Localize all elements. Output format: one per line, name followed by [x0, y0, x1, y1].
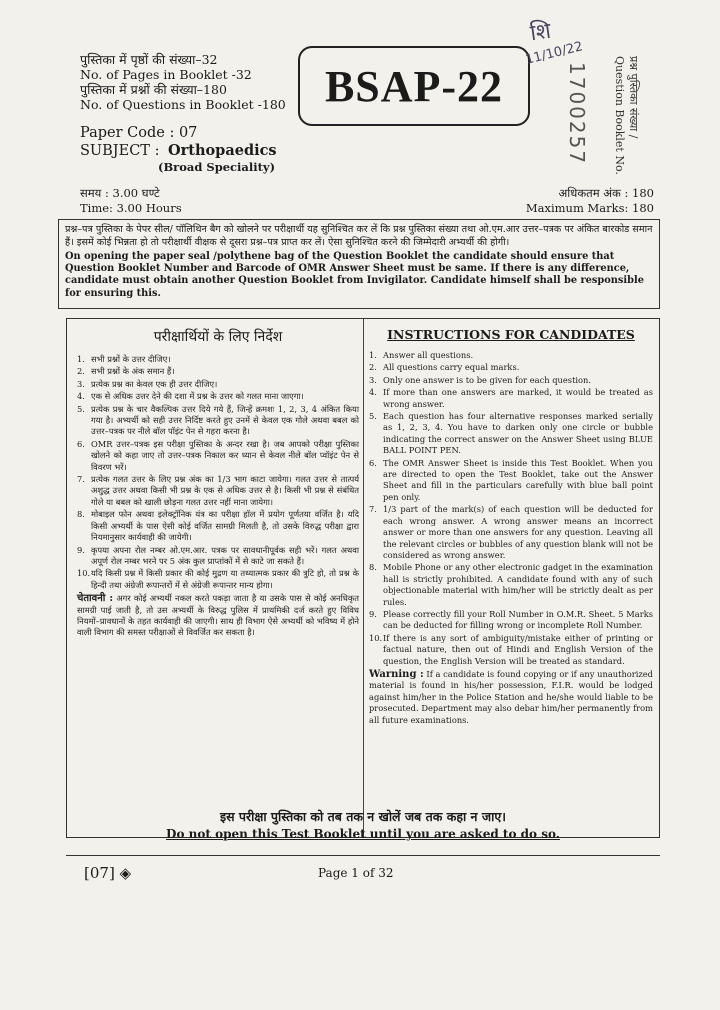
booklet-number-label-en: Question Booklet No. [613, 56, 626, 175]
max-marks-hi: अधिकतम अंक : 180 [558, 186, 654, 200]
page-number: Page 1 of 32 [318, 866, 394, 880]
instruction-en-item [369, 562, 653, 608]
booklet-info [80, 52, 286, 112]
instruction-hi-item-text: OMR उत्तर–पत्रक इस परीक्षा पुस्तिका के अन्दर रखा है। जब आपको परीक्षा पुस्तिका खोलने को कहा जाए तो उत्तर–पत्रक निकाल कर ध्यान से केवल नीले बॉल प्वॉइंट पेन से विवरण भरें। [91, 438, 359, 472]
booklet-code-box: BSAP-22 [298, 46, 530, 126]
instruction-en-item-text: Answer all questions. [383, 350, 474, 360]
instruction-en-item-number: 3. [369, 374, 377, 385]
warning-hindi-text: अगर कोई अभ्यर्थी नकल करते पकड़ा जाता है या उसके पास से कोई अनधिकृत सामग्री पाई जाती है, तो उस अभ्यर्थी के विरुद्ध पुलिस में प्राथमिकी दर्ज करते हुए विविध नियमों–प्रावधानों के तहत कार्यवाही की जाएगी। साथ ही विभाग ऐसे अभ्यर्थी को भविष्य में होने वाली विभाग की समस्त परीक्षाओं से विवर्जित कर सकता है। [77, 593, 359, 638]
instruction-en-item-text: All questions carry equal marks. [383, 362, 520, 373]
footer-paper-code: [07] [84, 864, 115, 882]
instruction-hi-item [77, 568, 359, 591]
instructions-hindi [77, 327, 359, 639]
instruction-hi-item-text: एक से अधिक उत्तर देने की दशा में प्रश्न के उत्तर को गलत माना जाएगा। [91, 391, 304, 402]
instruction-hi-item-text: प्रत्येक प्रश्न के चार वैकल्पिक उत्तर दिये गये हैं, जिन्हें क्रमशः 1, 2, 3, 4 अंकित किया गया है। अभ्यर्थी को सही उत्तर निर्दिष्ट करते हुए उनमें से केवल एक गोले अथवा बबल को उत्तर–पत्रक पर नीले बॉल पॉइंट पेन से गहरा करना है। [91, 403, 359, 437]
booklet-serial-number: 1700257 [565, 62, 589, 166]
instruction-en-item-text: 1/3 part of the mark(s) of each question will be deducted for each wrong answer. A wrong answer means an incorrect answer or more than one answers for any question. Leaving all the relevant circles or bubbles of any question blank will not be considered as wrong answer. [383, 504, 653, 560]
instruction-hi-item [77, 391, 359, 402]
instructions-hindi-list [77, 354, 359, 591]
booklet-check-notice [58, 219, 660, 309]
instruction-en-item-number: 7. [369, 504, 377, 515]
questions-count-en: No. of Questions in Booklet -180 [80, 97, 286, 112]
instruction-en-item-number: 1. [369, 350, 377, 360]
instruction-en-item-number: 6. [369, 457, 377, 468]
instruction-hi-item [77, 404, 359, 438]
instruction-hi-item-number: 4. [77, 391, 85, 402]
instruction-en-item-text: If more than one answers are marked, it would be treated as wrong answer. [383, 387, 653, 409]
instruction-en-item-text: Please correctly fill your Roll Number in O.M.R. Sheet. 5 Marks can be deducted for filling wrong or incomplete Roll Number. [383, 608, 653, 631]
instruction-hi-item-text: सभी प्रश्नों के अंक समान हैं। [91, 366, 175, 377]
instruction-en-item [369, 504, 653, 561]
instruction-en-item-number: 5. [369, 411, 377, 422]
instruction-hi-item-text: कृपया अपना रोल नम्बर ओ.एम.आर. पत्रक पर सावधानीपूर्वक सही भरें। गलत अथवा अपूर्ण रोल नम्बर भरने पर 5 अंक कुल प्राप्तांकों में से काटे जा सकते हैं। [91, 544, 359, 566]
instruction-hi-item-text: मोबाइल फोन अथवा इलेक्ट्रॉनिक यंत्र का परीक्षा हॉल में प्रयोग पूर्णतया वर्जित है। यदि किसी अभ्यर्थी के पास ऐसी कोई वर्जित सामग्री मिलती है, तो उसके विरुद्ध परीक्षा द्वारा नियमानुसार कार्यवाही की जायेगी। [91, 509, 359, 543]
instruction-hi-item-number: 8. [77, 509, 85, 520]
instruction-en-item-text: The OMR Answer Sheet is inside this Test Booklet. When you are directed to open the Test Booklet, take out the Answer Sheet and fill in the particulars carefully with blue ball point pen only. [383, 457, 653, 502]
questions-count-hi: पुस्तिका में प्रश्नों की संख्या–180 [80, 82, 227, 97]
instruction-en-item [369, 350, 653, 361]
do-not-open-hi: इस परीक्षा पुस्तिका को तब तक न खोलें जब तक कहा न जाए। [219, 809, 507, 824]
instruction-hi-item-number: 9. [77, 544, 85, 555]
instruction-hi-item-number: 1. [77, 354, 85, 364]
instruction-en-item [369, 633, 653, 667]
time-hi: समय : 3.00 घण्टे [80, 186, 160, 200]
instruction-en-item [369, 362, 653, 373]
instruction-en-item-text: Each question has four alternative responses marked serially as 1, 2, 3, 4. You have to darken only one circle or bubble indicating the correct answer on the Answer Sheet using BLUE BALL POINT PEN. [383, 411, 653, 456]
notice-hi: प्रश्न–पत्र पुस्तिका के पेपर सील/ पॉलिथिन बैग को खोलने पर परीक्षार्थी यह सुनिश्चित कर लें कि प्रश्न पुस्तिका संख्या तथा ओ.एम.आर उत्तर–पत्रक पर अंकित बारकोड समान हैं। इसमें कोई भिन्नता हो तो परीक्षार्थी वीक्षक से दूसरा प्रश्न–पत्र प्राप्त कर लें। ऐसा सुनिश्चित करने की जिम्मेदारी अभ्यर्थी की होगी। [65, 224, 653, 248]
instruction-hi-item-text: सभी प्रश्नों के उत्तर दीजिए। [91, 354, 171, 364]
warning-english-label: Warning : [369, 668, 424, 680]
warning-english-text: If a candidate is found copying or if any unauthorized material is found in his/her possession, F.I.R. would be lodged against him/her in the Police Station and he/she would liable to be prosecuted. Department may also debar him/her permanently from all future examinations. [369, 668, 653, 725]
instruction-en-item-number: 8. [369, 562, 377, 573]
instruction-en-item-number: 2. [369, 362, 377, 373]
instruction-en-item-text: Mobile Phone or any other electronic gadget in the examination hall is strictly prohibited. A candidate found with any of such objectionable material with him/her will be strictly dealt as per rules. [383, 562, 653, 607]
instruction-hi-item [77, 439, 359, 473]
instruction-hi-item [77, 474, 359, 508]
instructions-box [66, 318, 660, 838]
instruction-hi-item-number: 10. [77, 568, 91, 579]
instruction-en-item [369, 411, 653, 457]
handwritten-initials: शि [528, 18, 553, 47]
footer-symbol-icon: ◈ [119, 864, 132, 882]
instruction-hi-item [77, 545, 359, 568]
booklet-number-label-hi: प्रश्न पुस्तिका संख्या / [627, 56, 640, 139]
instructions-hindi-title: परीक्षार्थियों के लिए निर्देश [153, 329, 283, 345]
do-not-open-en: Do not open this Test Booklet until you are asked to do so. [166, 827, 560, 841]
booklet-number-label [612, 56, 640, 175]
instruction-hi-item [77, 379, 359, 390]
instruction-en-item [369, 387, 653, 410]
instruction-hi-item-number: 3. [77, 378, 85, 389]
instruction-en-item-number: 9. [369, 608, 377, 619]
instruction-hi-item-number: 7. [77, 474, 85, 485]
footer-divider [66, 855, 660, 856]
instruction-en-item [369, 609, 653, 632]
warning-hindi-label: चेतावनी : [77, 593, 114, 605]
pages-count-en: No. of Pages in Booklet -32 [80, 67, 252, 82]
instruction-hi-item-text: प्रत्येक प्रश्न का केवल एक ही उत्तर दीजिए। [91, 378, 218, 389]
instruction-hi-item [77, 366, 359, 377]
paper-code: Paper Code : 07 [80, 125, 198, 141]
instruction-en-item [369, 375, 653, 386]
max-marks-en: Maximum Marks: 180 [525, 201, 654, 215]
instruction-en-item-number: 10. [369, 632, 383, 643]
instruction-hi-item [77, 509, 359, 543]
column-divider [363, 319, 364, 837]
handwritten-date: 11/10/22 [524, 39, 585, 68]
instruction-hi-item-number: 5. [77, 403, 85, 414]
instruction-en-item-text: If there is any sort of ambiguity/mistake either of printing or factual nature, then out of Hindi and English Version of the question, the English Version will be treated as standard. [383, 632, 653, 666]
warning-english [369, 669, 653, 726]
instructions-english-title: INSTRUCTIONS FOR CANDIDATES [387, 327, 635, 342]
instruction-hi-item-number: 2. [77, 366, 85, 377]
instruction-hi-item-text: प्रत्येक गलत उत्तर के लिए प्रश्न अंक का 1/3 भाग काटा जायेगा। गलत उत्तर से तात्पर्य अशुद्ध उत्तर अथवा किसी भी प्रश्न के एक से अधिक उत्तर से है। किसी भी प्रश्न से संबंधित गोले या बबल को खाली छोड़ना गलत उत्तर नहीं माना जायेगा। [91, 474, 359, 507]
instruction-hi-item [77, 354, 359, 365]
instruction-hi-item-text: यदि किसी प्रश्न में किसी प्रकार की कोई मुद्रण या तथ्यात्मक प्रकार की त्रुटि हो, तो प्रश्न के हिन्दी तथा अंग्रेजी रूपान्तरों में से अंग्रेजी रूपान्तर मान्य होगा। [91, 568, 359, 590]
do-not-open-note [66, 808, 660, 841]
notice-en: On opening the paper seal /polythene bag of the Question Booklet the candidate should ensure that Question Booklet Number and Barcode of OMR Answer Sheet must be same. If there is any difference, candidate must obtain another Question Booklet from Invigilator. Candidate himself shall be responsible for ensuring this. [65, 251, 644, 299]
instruction-hi-item-number: 6. [77, 438, 85, 449]
instructions-english-list [369, 350, 653, 667]
instruction-en-item-text: Only one answer is to be given for each question. [383, 374, 592, 385]
time-en: Time: 3.00 Hours [80, 201, 182, 215]
instructions-english [369, 327, 653, 726]
footer-code [84, 864, 131, 882]
pages-count-hi: पुस्तिका में पृष्ठों की संख्या–32 [80, 52, 218, 67]
instruction-en-item [369, 458, 653, 504]
subject-name: Orthopaedics [168, 142, 277, 159]
subject-label: SUBJECT : [80, 143, 160, 159]
instruction-en-item-number: 4. [369, 387, 377, 398]
warning-hindi [77, 593, 359, 639]
subject-subtitle: (Broad Speciality) [158, 160, 276, 174]
